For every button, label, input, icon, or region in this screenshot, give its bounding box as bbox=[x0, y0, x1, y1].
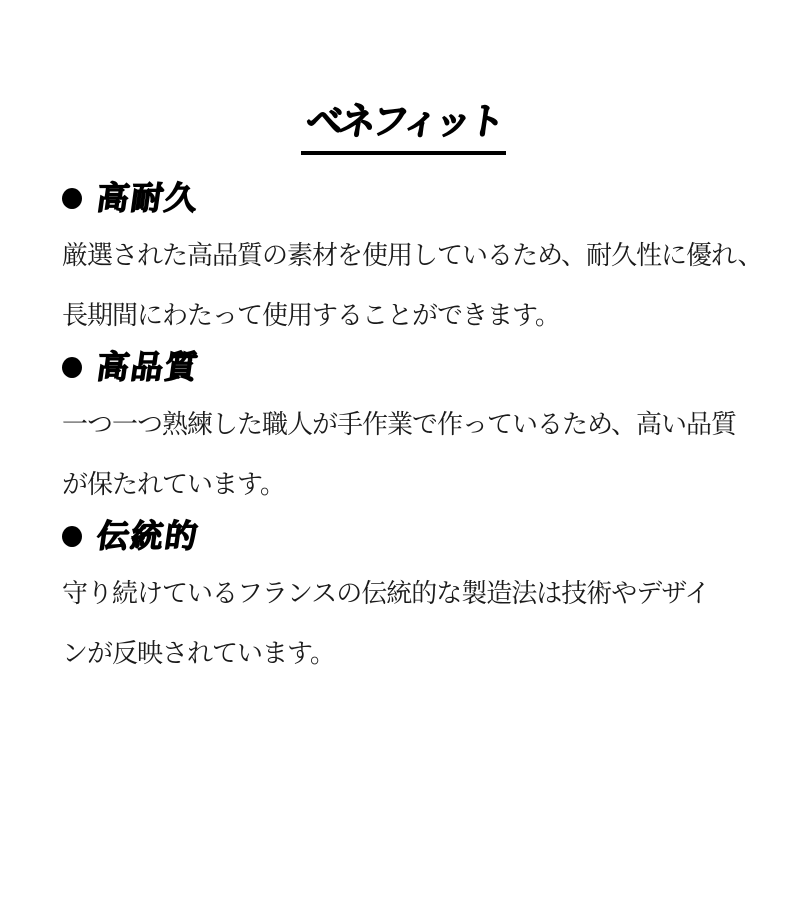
bullet-icon bbox=[62, 357, 82, 378]
page-title bbox=[301, 100, 506, 155]
benefit-heading-quality bbox=[62, 349, 745, 385]
benefit-heading-label: 高品質 bbox=[94, 348, 202, 386]
description-line: 長期間にわたって使用することができます。 bbox=[62, 301, 560, 331]
benefit-description-durability bbox=[62, 226, 763, 346]
benefit-section-traditional bbox=[62, 518, 745, 684]
description-line: ンが反映されています。 bbox=[62, 639, 335, 669]
benefit-heading-durability bbox=[62, 180, 745, 216]
page-title-text: ベネフィット bbox=[303, 100, 505, 143]
description-line: 厳選された高品質の素材を使用しているため、耐久性に優れ、 bbox=[62, 241, 763, 271]
description-line: 守り続けているフランスの伝統的な製造法は技術やデザイ bbox=[62, 579, 710, 609]
bullet-icon bbox=[62, 526, 82, 547]
benefit-heading-traditional bbox=[62, 518, 745, 554]
bullet-icon bbox=[62, 188, 82, 209]
benefit-section-durability bbox=[62, 179, 763, 346]
title-row bbox=[62, 100, 745, 155]
benefits-panel bbox=[0, 100, 800, 900]
benefit-heading-label: 高耐久 bbox=[94, 179, 202, 217]
benefit-description-quality bbox=[62, 395, 745, 515]
description-line: が保たれています。 bbox=[62, 470, 285, 500]
benefit-description-traditional bbox=[62, 564, 745, 684]
benefit-heading-label: 伝統的 bbox=[94, 517, 202, 555]
description-line: 一つ一つ熟練した職人が手作業で作っているため、高い品質 bbox=[62, 410, 736, 440]
benefit-section-quality bbox=[62, 349, 745, 515]
